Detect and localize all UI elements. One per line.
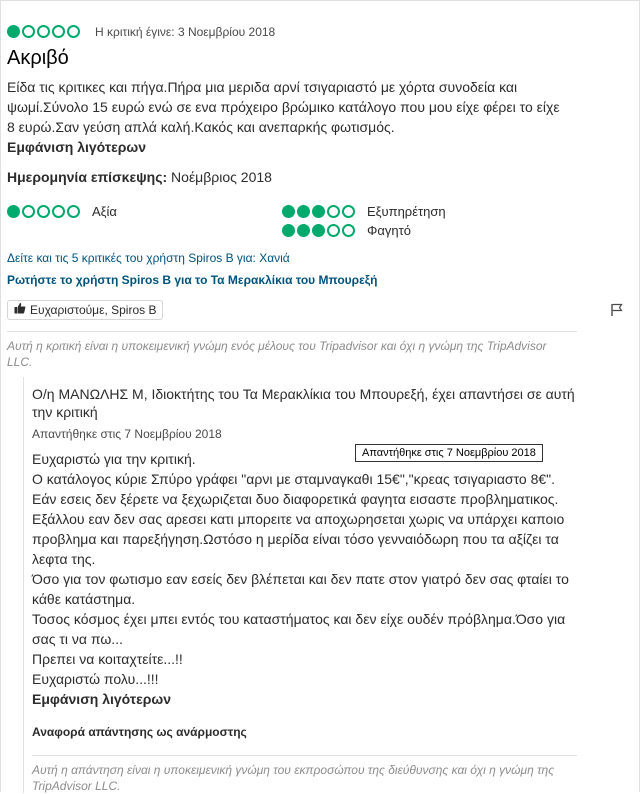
bubble-filled-icon bbox=[312, 224, 325, 237]
sub-rating-label: Εξυπηρέτηση bbox=[367, 204, 446, 219]
visit-date bbox=[7, 167, 272, 187]
response-body-line: Εάν εσεις δεν ξέρετε να ξεχωριζεται δυο διαφορετικά φαγητα εισαστε προβληματικος. bbox=[32, 491, 559, 507]
bubble-empty-icon bbox=[342, 224, 355, 237]
disclaimer-line: LLC. bbox=[7, 355, 33, 369]
sub-rating-food bbox=[282, 223, 411, 238]
bubble-empty-icon bbox=[342, 205, 355, 218]
response-body-line: σας τι να πω... bbox=[32, 631, 123, 647]
response-body-line: Τοσος κόσμος έχει μπει εντός του καταστήματος και δεν είχε ουδέν πρόβλημα.Όσο για bbox=[32, 611, 566, 627]
disclaimer-line: TripAdvisor LLC. bbox=[32, 779, 121, 793]
review-rating-bubbles bbox=[7, 25, 80, 38]
review-body-line: 8 ευρώ.Σαν γεύση απλά καλή.Κακός και ανεπαρκής φωτισμός. bbox=[7, 119, 395, 135]
bubble-empty-icon bbox=[52, 25, 65, 38]
sub-rating-bubbles bbox=[282, 205, 355, 218]
date-tooltip: Απαντήθηκε στις 7 Νοεμβρίου 2018 bbox=[355, 444, 543, 462]
see-all-reviews-link[interactable]: Δείτε και τις 5 κριτικές του χρήστη Spiros B για: Χανιά bbox=[7, 251, 290, 265]
bubble-filled-icon bbox=[297, 224, 310, 237]
review-disclaimer bbox=[7, 338, 547, 370]
visit-date-value: Νοέμβριος 2018 bbox=[171, 169, 272, 185]
visit-date-label: Ημερομηνία επίσκεψης: bbox=[7, 169, 168, 185]
show-less-link[interactable]: Εμφάνιση λιγότερων bbox=[7, 139, 147, 155]
response-body-line: Ευχαριστώ πολυ...!!! bbox=[32, 671, 159, 687]
sub-rating-label: Αξία bbox=[92, 204, 117, 219]
bubble-empty-icon bbox=[67, 25, 80, 38]
review-body-line: Είδα τις κριτικες και πήγα.Πήρα μια μεριδα αρνί τσιγαριαστό με χόρτα συνοδεία και bbox=[7, 79, 518, 95]
bubble-empty-icon bbox=[22, 205, 35, 218]
sub-rating-bubbles bbox=[7, 205, 80, 218]
bubble-filled-icon bbox=[7, 25, 20, 38]
divider bbox=[7, 331, 577, 332]
response-header bbox=[32, 385, 575, 421]
review-date: Η κριτική έγινε: 3 Νοεμβρίου 2018 bbox=[95, 25, 276, 39]
bubble-empty-icon bbox=[22, 25, 35, 38]
bubble-empty-icon bbox=[37, 205, 50, 218]
response-body-line: λεφτα της. bbox=[32, 551, 96, 567]
bubble-empty-icon bbox=[37, 25, 50, 38]
bubble-filled-icon bbox=[7, 205, 20, 218]
disclaimer-line: Αυτή η κριτική είναι η υποκειμενική γνώμη ενός μέλους του Tripadvisor και όχι η γνώμη της TripAdvisor bbox=[7, 339, 547, 353]
response-show-less-link[interactable]: Εμφάνιση λιγότερων bbox=[32, 691, 172, 707]
ask-user-link[interactable]: Ρωτήστε το χρήστη Spiros B για το Τα Μερακλίκια του Μπουρεξή bbox=[7, 273, 378, 287]
sub-rating-bubbles bbox=[282, 224, 355, 237]
response-body-line: κάθε κατάστημα. bbox=[32, 591, 136, 607]
response-body-line: Ο κατάλογος κύριε Σπύρο γράφει "αρνι με σταμναγκαθι 15€","κρεας τσιγαριαστο 8€". bbox=[32, 471, 556, 487]
thanks-button-label: Ευχαριστούμε, Spiros B bbox=[30, 303, 157, 317]
response-body bbox=[32, 449, 569, 689]
sub-rating-service bbox=[282, 204, 446, 219]
response-body-line: Πρεπει να κοιταχτείτε...!! bbox=[32, 651, 183, 667]
thanks-button[interactable] bbox=[7, 300, 163, 320]
response-disclaimer bbox=[32, 762, 554, 794]
bubble-filled-icon bbox=[297, 205, 310, 218]
review-body bbox=[7, 77, 560, 137]
divider bbox=[32, 755, 577, 756]
bubble-filled-icon bbox=[312, 205, 325, 218]
response-header-line: την κριτική bbox=[32, 404, 98, 420]
bubble-filled-icon bbox=[282, 205, 295, 218]
response-date: Απαντήθηκε στις 7 Νοεμβρίου 2018 bbox=[32, 427, 222, 441]
response-body-line: προβλημα και παρεξήγηση.Ωστόσο η μερίδα είναι τόσο γενναιόδωρη που τα αξίζει τα bbox=[32, 531, 559, 547]
response-body-line: Εξάλλου εαν δεν σας αρεσει κατι μπορειτε να αποχωρησεται χωρις να υπάρχει καποιο bbox=[32, 511, 565, 527]
response-body-line: Όσο για τον φωτισμο εαν εσείς δεν βλέπεται και δεν πατε στον γιατρό δεν σας φταίει το bbox=[32, 571, 569, 587]
response-border bbox=[23, 377, 24, 793]
review-body-line: ψωμί.Σύνολο 15 ευρώ ενώ σε ενα πρόχειρο βρώμικο κατάλογο που μου είχε φέρει το είχε bbox=[7, 99, 560, 115]
sub-rating-label: Φαγητό bbox=[367, 223, 411, 238]
response-body-line: Ευχαριστώ για την κριτική. bbox=[32, 451, 196, 467]
bubble-empty-icon bbox=[327, 205, 340, 218]
sub-rating-value bbox=[7, 204, 117, 219]
bubble-empty-icon bbox=[327, 224, 340, 237]
disclaimer-line: Αυτή η απάντηση είναι η υποκειμενική γνώμη του εκπροσώπου της διεύθυνσης και όχι η γνώμη της bbox=[32, 763, 555, 777]
thumbs-up-icon bbox=[14, 300, 26, 320]
bubble-empty-icon bbox=[52, 205, 65, 218]
response-header-line: Ο/η ΜΑΝΩΛΗΣ Μ, Ιδιοκτήτης του Τα Μερακλίκια του Μπουρεξή, έχει απαντήσει σε αυτή bbox=[32, 386, 575, 402]
bubble-filled-icon bbox=[282, 224, 295, 237]
review-title[interactable]: Ακριβό bbox=[7, 47, 69, 69]
report-response-link[interactable]: Αναφορά απάντησης ως ανάρμοστης bbox=[32, 725, 247, 739]
bubble-empty-icon bbox=[67, 205, 80, 218]
flag-icon[interactable] bbox=[610, 303, 624, 322]
